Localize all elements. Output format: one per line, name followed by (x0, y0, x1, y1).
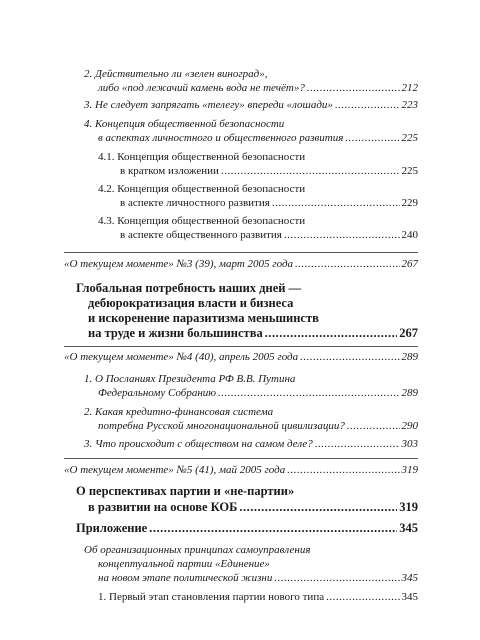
section-divider (64, 252, 418, 253)
toc-entry-title: в кратком изложении (120, 165, 219, 177)
dot-leader (274, 571, 399, 585)
page-number: 319 (399, 500, 418, 514)
toc-entry-1[interactable] (98, 386, 418, 400)
section-divider (64, 458, 418, 459)
dot-leader (239, 500, 397, 515)
toc-article-line1: Глобальная потребность наших дней — (76, 281, 302, 295)
toc-entry-title: в развитии на основе КОБ (88, 500, 238, 514)
toc-appendix-sub[interactable] (98, 571, 418, 585)
toc-entry-4-2[interactable] (120, 196, 418, 210)
toc-entry-title: «О текущем моменте» №4 (40), апрель 2005 года (64, 351, 299, 363)
toc-issue-40[interactable] (64, 350, 418, 364)
toc-issue-41[interactable] (64, 463, 418, 477)
toc-article-line2: дебюрократизация власти и бизнеса (88, 296, 294, 310)
dot-leader (284, 228, 400, 242)
toc-entry-4-2-line1: 4.2. Концепция общественной безопасности (98, 183, 306, 195)
dot-leader (326, 590, 399, 604)
toc-appendix-item-1[interactable] (98, 590, 418, 604)
dot-leader (221, 164, 400, 178)
toc-entry-1-line1: 1. О Посланиях Президента РФ В.В. Путина (84, 373, 296, 385)
toc-issue-39[interactable] (64, 257, 418, 271)
page-number: 345 (399, 521, 418, 535)
toc-appendix-sub-line1: Об организационных принципах самоуправления (84, 544, 311, 556)
toc-article-party[interactable] (88, 500, 418, 515)
dot-leader (265, 326, 398, 341)
toc-entry-3b[interactable] (84, 437, 418, 451)
toc-entry-title: «О текущем моменте» №5 (41), май 2005 года (64, 464, 286, 476)
toc-entry-title: 3. Что происходит с обществом на самом деле? (84, 438, 313, 450)
toc-entry-4-3-line1: 4.3. Концепция общественной безопасности (98, 215, 306, 227)
toc-entry-title: либо «под лежачий камень вода не течёт»? (98, 82, 305, 94)
dot-leader (345, 131, 399, 145)
dot-leader (315, 437, 400, 451)
page-number: 225 (401, 132, 418, 144)
page-number: 345 (401, 572, 418, 584)
page-number: 345 (401, 591, 418, 603)
page-number: 267 (399, 326, 418, 340)
dot-leader (300, 350, 399, 364)
dot-leader (295, 257, 399, 271)
toc-entry-title: на новом этапе политической жизни (98, 572, 273, 584)
dot-leader (347, 419, 400, 433)
toc-article-party-line1: О перспективах партии и «не-партии» (76, 484, 295, 498)
toc-entry-2[interactable] (98, 81, 418, 95)
toc-article-line3: и искоренение паразитизма меньшинств (88, 311, 319, 325)
toc-entry-4[interactable] (98, 131, 418, 145)
toc-entry-title: 3. Не следует запрягать «телегу» впереди «лошади» (84, 99, 333, 111)
toc-entry-4-line1: 4. Концепция общественной безопасности (84, 118, 285, 130)
toc-entry-title: в аспектах личностного и общественного развития (98, 132, 344, 144)
section-divider (64, 346, 418, 347)
page-number: 289 (401, 351, 418, 363)
toc-entry-title: Приложение (76, 521, 148, 535)
dot-leader (335, 98, 400, 112)
toc-article-global[interactable] (88, 326, 418, 341)
page-number: 240 (401, 229, 418, 241)
dot-leader (272, 196, 400, 210)
toc-entry-2b-line1: 2. Какая кредитно-финансовая система (84, 406, 274, 418)
page-number: 267 (401, 258, 418, 270)
toc-entry-3[interactable] (84, 98, 418, 112)
dot-leader (307, 81, 400, 95)
page-number: 212 (401, 82, 418, 94)
dot-leader (287, 463, 399, 477)
toc-entry-title: 1. Первый этап становления партии нового типа (98, 591, 325, 603)
toc-appendix[interactable] (76, 521, 418, 536)
page-number: 303 (401, 438, 418, 450)
page-number: 319 (401, 464, 418, 476)
page-number: 225 (401, 165, 418, 177)
page-number: 289 (401, 387, 418, 399)
toc-entry-4-1[interactable] (120, 164, 418, 178)
page-number: 229 (401, 197, 418, 209)
dot-leader (218, 386, 399, 400)
toc-entry-title: на труде и жизни большинства (88, 326, 263, 340)
toc-entry-title: потребна Русской многонациональной цивилизации? (98, 420, 345, 432)
toc-entry-title: Федеральному Собранию (98, 387, 217, 399)
toc-appendix-sub-line2: концептуальной партии «Единение» (98, 558, 270, 570)
page-number: 290 (401, 420, 418, 432)
toc-entry-2b[interactable] (98, 419, 418, 433)
toc-entry-2-line1: 2. Действительно ли «зелен виноград», (84, 68, 268, 80)
page-number: 223 (401, 99, 418, 111)
toc-entry-title: в аспекте общественного развития (120, 229, 282, 241)
dot-leader (149, 521, 397, 536)
toc-entry-4-3[interactable] (120, 228, 418, 242)
toc-entry-4-1-line1: 4.1. Концепция общественной безопасности (98, 151, 306, 163)
toc-entry-title: «О текущем моменте» №3 (39), март 2005 года (64, 258, 294, 270)
toc-entry-title: в аспекте личностного развития (120, 197, 270, 209)
